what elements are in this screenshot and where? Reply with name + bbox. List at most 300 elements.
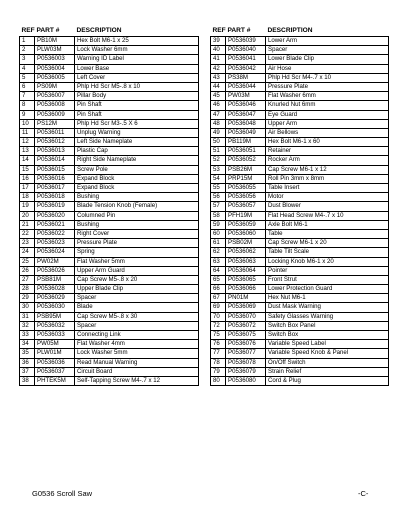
ref-cell: 76: [211, 340, 226, 349]
part-number-cell: P0536041: [226, 55, 266, 64]
part-number-cell: P0536070: [226, 312, 266, 321]
table-row: [211, 138, 389, 147]
part-number-cell: P0536017: [35, 184, 75, 193]
description-cell: Blade: [75, 303, 199, 312]
ref-cell: 62: [211, 248, 226, 257]
description-header: DESCRIPTION: [267, 27, 313, 35]
part-number-cell: P0536019: [35, 202, 75, 211]
ref-header: REF: [212, 27, 226, 35]
description-cell: Phlp Hd Scr M3-.5 X 6: [75, 119, 199, 128]
description-header: DESCRIPTION: [76, 27, 122, 35]
description-cell: Cap Screw M5-.8 x 30: [75, 312, 199, 321]
table-row: [211, 184, 389, 193]
part-number-cell: P0536047: [226, 110, 266, 119]
part-number-cell: P0536044: [226, 82, 266, 91]
ref-cell: 78: [211, 358, 226, 367]
description-cell: Variable Speed Knob & Panel: [266, 349, 389, 358]
table-row: [20, 46, 199, 55]
part-number-cell: P0536052: [226, 156, 266, 165]
part-number-cell: P0536066: [226, 285, 266, 294]
ref-cell: 67: [211, 294, 226, 303]
description-cell: Upper Arm: [266, 119, 389, 128]
part-number-cell: P0536009: [35, 110, 75, 119]
table-row: [20, 37, 199, 46]
ref-cell: 3: [20, 55, 35, 64]
table-row: [211, 358, 389, 367]
part-number-cell: P0536048: [226, 119, 266, 128]
part-number-cell: P0536030: [35, 303, 75, 312]
description-cell: Phlp Hd Scr M5-.8 x 10: [75, 82, 199, 91]
description-cell: Bushing: [75, 220, 199, 229]
table-row: [20, 376, 199, 385]
table-row: [20, 82, 199, 91]
ref-cell: 20: [20, 211, 35, 220]
table-row: [211, 220, 389, 229]
part-number-cell: PFH19M: [226, 211, 266, 220]
part-number-cell: P0536075: [226, 331, 266, 340]
ref-cell: 53: [211, 165, 226, 174]
ref-cell: 16: [20, 174, 35, 183]
part-number-cell: P0536013: [35, 147, 75, 156]
ref-cell: 80: [211, 376, 226, 385]
part-number-cell: PSB26M: [226, 165, 266, 174]
description-cell: Cord & Plug: [266, 376, 389, 385]
ref-cell: 35: [20, 349, 35, 358]
table-row: [20, 64, 199, 73]
description-cell: Pin Shaft: [75, 101, 199, 110]
table-row: [20, 147, 199, 156]
description-cell: Front Strut: [266, 275, 389, 284]
description-cell: Columned Pin: [75, 211, 199, 220]
table-row: [20, 73, 199, 82]
table-row: [211, 92, 389, 101]
table-row: [20, 92, 199, 101]
table-row: [211, 266, 389, 275]
table-row: [211, 110, 389, 119]
table-row: [211, 165, 389, 174]
description-cell: Flat Washer 4mm: [75, 340, 199, 349]
ref-cell: 65: [211, 275, 226, 284]
table-row: [20, 312, 199, 321]
table-row: [20, 266, 199, 275]
table-row: [20, 340, 199, 349]
description-cell: Left Cover: [75, 73, 199, 82]
description-cell: Table Insert: [266, 184, 389, 193]
description-cell: Flat Washer 6mm: [266, 92, 389, 101]
description-cell: Right Cover: [75, 229, 199, 238]
ref-cell: 52: [211, 156, 226, 165]
part-number-cell: P0536055: [226, 184, 266, 193]
table-row: [211, 202, 389, 211]
table-row: [20, 294, 199, 303]
table-row: [20, 358, 199, 367]
part-number-cell: P0536026: [35, 266, 75, 275]
description-cell: Switch Box Panel: [266, 321, 389, 330]
description-cell: Cap Screw M6-1 x 12: [266, 165, 389, 174]
part-number-cell: P0536020: [35, 211, 75, 220]
ref-cell: 37: [20, 367, 35, 376]
part-number-cell: PHTEK5M: [35, 376, 75, 385]
ref-cell: 54: [211, 174, 226, 183]
part-number-cell: P0536072: [226, 321, 266, 330]
part-number-cell: P0536060: [226, 229, 266, 238]
ref-cell: 26: [20, 266, 35, 275]
part-number-cell: P0536029: [35, 294, 75, 303]
part-number-cell: P0536065: [226, 275, 266, 284]
table-row: [211, 211, 389, 220]
description-cell: Expand Block: [75, 174, 199, 183]
table-row: [211, 73, 389, 82]
description-cell: Bushing: [75, 193, 199, 202]
table-row: [211, 55, 389, 64]
description-cell: Dust Blower: [266, 202, 389, 211]
table-row: [20, 55, 199, 64]
ref-cell: 11: [20, 128, 35, 137]
part-number-cell: P0536056: [226, 193, 266, 202]
table-row: [20, 303, 199, 312]
part-number-cell: P0536039: [226, 37, 266, 46]
table-row: [20, 367, 199, 376]
part-number-cell: P0536007: [35, 92, 75, 101]
part-number-cell: P0536003: [35, 55, 75, 64]
table-row: [20, 165, 199, 174]
ref-cell: 41: [211, 55, 226, 64]
description-cell: Spacer: [266, 46, 389, 55]
part-number-cell: P0536008: [35, 101, 75, 110]
description-cell: Spacer: [75, 294, 199, 303]
table-row: [211, 147, 389, 156]
ref-cell: 49: [211, 128, 226, 137]
description-cell: Switch Box: [266, 331, 389, 340]
table-row: [20, 202, 199, 211]
ref-cell: 59: [211, 220, 226, 229]
description-cell: Lock Washer 6mm: [75, 46, 199, 55]
description-cell: Flat Washer 5mm: [75, 257, 199, 266]
ref-cell: 23: [20, 239, 35, 248]
ref-cell: 63: [211, 257, 226, 266]
part-number-cell: P0536015: [35, 165, 75, 174]
description-cell: Pin Shaft: [75, 110, 199, 119]
description-cell: On/Off Switch: [266, 358, 389, 367]
table-row: [211, 46, 389, 55]
part-number-cell: P0536078: [226, 358, 266, 367]
ref-cell: 38: [20, 376, 35, 385]
part-number-cell: P0536036: [35, 358, 75, 367]
ref-cell: 22: [20, 229, 35, 238]
table-row: [211, 303, 389, 312]
part-number-cell: P0536016: [35, 174, 75, 183]
table-row: [211, 82, 389, 91]
ref-cell: 69: [211, 303, 226, 312]
ref-cell: 21: [20, 220, 35, 229]
ref-cell: 48: [211, 119, 226, 128]
footer-page-label: -C-: [358, 489, 369, 498]
description-cell: Hex Nut M6-1: [266, 294, 389, 303]
ref-cell: 13: [20, 147, 35, 156]
part-number-cell: PRP15M: [226, 174, 266, 183]
description-cell: Blade Tension Knob (Female): [75, 202, 199, 211]
table-row: [20, 248, 199, 257]
part-number-cell: PW02M: [35, 257, 75, 266]
ref-cell: 7: [20, 92, 35, 101]
part-number-cell: P0536051: [226, 147, 266, 156]
table-row: [211, 321, 389, 330]
ref-cell: 77: [211, 349, 226, 358]
part-number-cell: P0536032: [35, 321, 75, 330]
description-cell: Variable Speed Label: [266, 340, 389, 349]
description-cell: Motor: [266, 193, 389, 202]
ref-cell: 39: [211, 37, 226, 46]
ref-cell: 66: [211, 285, 226, 294]
table-row: [20, 331, 199, 340]
part-number-cell: PLW03M: [35, 46, 75, 55]
part-number-cell: P0536080: [226, 376, 266, 385]
part-number-cell: P0536064: [226, 266, 266, 275]
description-cell: Expand Block: [75, 184, 199, 193]
ref-cell: 18: [20, 193, 35, 202]
table-row: [20, 128, 199, 137]
ref-cell: 40: [211, 46, 226, 55]
table-row: [211, 119, 389, 128]
description-cell: Safety Glasses Warning: [266, 312, 389, 321]
table-row: [20, 220, 199, 229]
part-number-cell: P0536069: [226, 303, 266, 312]
table-row: [20, 211, 199, 220]
ref-cell: 61: [211, 239, 226, 248]
ref-header: REF: [21, 27, 35, 35]
ref-cell: 55: [211, 184, 226, 193]
table-row: [20, 101, 199, 110]
ref-cell: 56: [211, 193, 226, 202]
part-number-cell: P0536049: [226, 128, 266, 137]
part-header: PART #: [227, 27, 251, 35]
ref-cell: 33: [20, 331, 35, 340]
description-cell: Pillar Body: [75, 92, 199, 101]
table-row: [211, 331, 389, 340]
ref-cell: 34: [20, 340, 35, 349]
ref-cell: 46: [211, 101, 226, 110]
ref-cell: 75: [211, 331, 226, 340]
parts-table-right: [210, 27, 389, 386]
ref-cell: 42: [211, 64, 226, 73]
table-row: [211, 285, 389, 294]
part-number-cell: P0536033: [35, 331, 75, 340]
part-number-cell: PS09M: [35, 82, 75, 91]
part-number-cell: PW03M: [226, 92, 266, 101]
part-number-cell: P0536077: [226, 349, 266, 358]
part-number-cell: P0536023: [35, 239, 75, 248]
part-number-cell: PB119M: [226, 138, 266, 147]
description-cell: Unplug Warning: [75, 128, 199, 137]
table-row: [211, 128, 389, 137]
ref-cell: 14: [20, 156, 35, 165]
table-row: [20, 275, 199, 284]
table-row: [20, 285, 199, 294]
table-row: [211, 294, 389, 303]
ref-cell: 10: [20, 119, 35, 128]
description-cell: Cap Screw M6-1 x 20: [266, 239, 389, 248]
description-cell: Hex Bolt M6-1 x 60: [266, 138, 389, 147]
footer-title: G0536 Scroll Saw: [32, 489, 93, 498]
ref-cell: 25: [20, 257, 35, 266]
part-number-cell: PW05M: [35, 340, 75, 349]
ref-cell: 17: [20, 184, 35, 193]
description-cell: Locking Knob M6-1 x 20: [266, 257, 389, 266]
description-cell: Read Manual Warning: [75, 358, 199, 367]
description-cell: Roll Pin 3mm x 8mm: [266, 174, 389, 183]
description-cell: Lower Arm: [266, 37, 389, 46]
ref-cell: 72: [211, 321, 226, 330]
description-cell: Connecting Link: [75, 331, 199, 340]
ref-cell: 1: [20, 37, 35, 46]
table-row: [211, 248, 389, 257]
description-cell: Cap Screw M5-.8 x 20: [75, 275, 199, 284]
table-header-row: [211, 27, 389, 37]
part-number-cell: P0536024: [35, 248, 75, 257]
ref-cell: 29: [20, 294, 35, 303]
table-row: [211, 37, 389, 46]
description-cell: Spring: [75, 248, 199, 257]
description-cell: Screw Pole: [75, 165, 199, 174]
ref-cell: 12: [20, 138, 35, 147]
part-number-cell: P0536012: [35, 138, 75, 147]
ref-cell: 30: [20, 303, 35, 312]
description-cell: Phlp Hd Scr M4-.7 x 10: [266, 73, 389, 82]
table-row: [20, 349, 199, 358]
part-number-cell: P0536022: [35, 229, 75, 238]
table-row: [211, 239, 389, 248]
description-cell: Knurled Nut 6mm: [266, 101, 389, 110]
part-number-cell: PSB81M: [35, 275, 75, 284]
part-number-cell: P0536062: [226, 248, 266, 257]
part-number-cell: PLW01M: [35, 349, 75, 358]
part-number-cell: P0536046: [226, 101, 266, 110]
part-number-cell: PSB02M: [226, 239, 266, 248]
part-number-cell: PS12M: [35, 119, 75, 128]
description-cell: Pointer: [266, 266, 389, 275]
description-cell: Upper Arm Guard: [75, 266, 199, 275]
ref-cell: 57: [211, 202, 226, 211]
description-cell: Eye Guard: [266, 110, 389, 119]
description-cell: Table: [266, 229, 389, 238]
ref-cell: 45: [211, 92, 226, 101]
description-cell: Spacer: [75, 321, 199, 330]
table-row: [20, 257, 199, 266]
part-number-cell: PB10M: [35, 37, 75, 46]
table-row: [20, 184, 199, 193]
description-cell: Warning ID Label: [75, 55, 199, 64]
ref-cell: 8: [20, 101, 35, 110]
ref-cell: 32: [20, 321, 35, 330]
table-row: [211, 340, 389, 349]
table-row: [20, 138, 199, 147]
table-row: [20, 156, 199, 165]
part-number-cell: P0536042: [226, 64, 266, 73]
ref-cell: 24: [20, 248, 35, 257]
part-number-cell: P0536079: [226, 367, 266, 376]
part-number-cell: P0536021: [35, 220, 75, 229]
table-row: [211, 376, 389, 385]
part-number-cell: PS38M: [226, 73, 266, 82]
table-row: [20, 321, 199, 330]
description-cell: Rocker Arm: [266, 156, 389, 165]
description-cell: Table Tilt Scale: [266, 248, 389, 257]
part-number-cell: PSB95M: [35, 312, 75, 321]
part-number-cell: P0536014: [35, 156, 75, 165]
part-header: PART #: [36, 27, 60, 35]
ref-cell: 58: [211, 211, 226, 220]
ref-cell: 28: [20, 285, 35, 294]
table-row: [20, 119, 199, 128]
description-cell: Air Bellows: [266, 128, 389, 137]
description-cell: Pressure Plate: [75, 239, 199, 248]
description-cell: Self-Tapping Screw M4-.7 x 12: [75, 376, 199, 385]
ref-cell: 36: [20, 358, 35, 367]
part-number-cell: P0536037: [35, 367, 75, 376]
ref-cell: 51: [211, 147, 226, 156]
ref-cell: 60: [211, 229, 226, 238]
table-row: [20, 193, 199, 202]
description-cell: Air Hose: [266, 64, 389, 73]
table-row: [20, 110, 199, 119]
description-cell: Circuit Board: [75, 367, 199, 376]
table-row: [211, 312, 389, 321]
description-cell: Right Side Nameplate: [75, 156, 199, 165]
part-number-cell: P0536076: [226, 340, 266, 349]
description-cell: Lower Base: [75, 64, 199, 73]
ref-cell: 50: [211, 138, 226, 147]
description-cell: Axle Bolt M6-1: [266, 220, 389, 229]
part-number-cell: P0536028: [35, 285, 75, 294]
part-number-cell: P0536005: [35, 73, 75, 82]
ref-cell: 5: [20, 73, 35, 82]
ref-cell: 70: [211, 312, 226, 321]
table-row: [20, 229, 199, 238]
ref-cell: 79: [211, 367, 226, 376]
table-row: [211, 229, 389, 238]
table-row: [211, 349, 389, 358]
ref-cell: 15: [20, 165, 35, 174]
table-row: [20, 174, 199, 183]
table-row: [20, 239, 199, 248]
table-row: [211, 257, 389, 266]
table-row: [211, 193, 389, 202]
table-row: [211, 156, 389, 165]
description-cell: Lock Washer 5mm: [75, 349, 199, 358]
part-number-cell: P0536018: [35, 193, 75, 202]
ref-cell: 43: [211, 73, 226, 82]
ref-cell: 27: [20, 275, 35, 284]
table-row: [211, 64, 389, 73]
part-number-cell: PN01M: [226, 294, 266, 303]
ref-cell: 31: [20, 312, 35, 321]
part-number-cell: P0536063: [226, 257, 266, 266]
description-cell: Lower Blade Clip: [266, 55, 389, 64]
ref-cell: 47: [211, 110, 226, 119]
description-cell: Left Side Nameplate: [75, 138, 199, 147]
ref-cell: 2: [20, 46, 35, 55]
table-row: [211, 275, 389, 284]
ref-cell: 9: [20, 110, 35, 119]
description-cell: Upper Blade Clip: [75, 285, 199, 294]
part-number-cell: P0536004: [35, 64, 75, 73]
description-cell: Pressure Plate: [266, 82, 389, 91]
table-row: [211, 174, 389, 183]
ref-cell: 64: [211, 266, 226, 275]
description-cell: Plastic Cap: [75, 147, 199, 156]
part-number-cell: P0536057: [226, 202, 266, 211]
ref-cell: 19: [20, 202, 35, 211]
